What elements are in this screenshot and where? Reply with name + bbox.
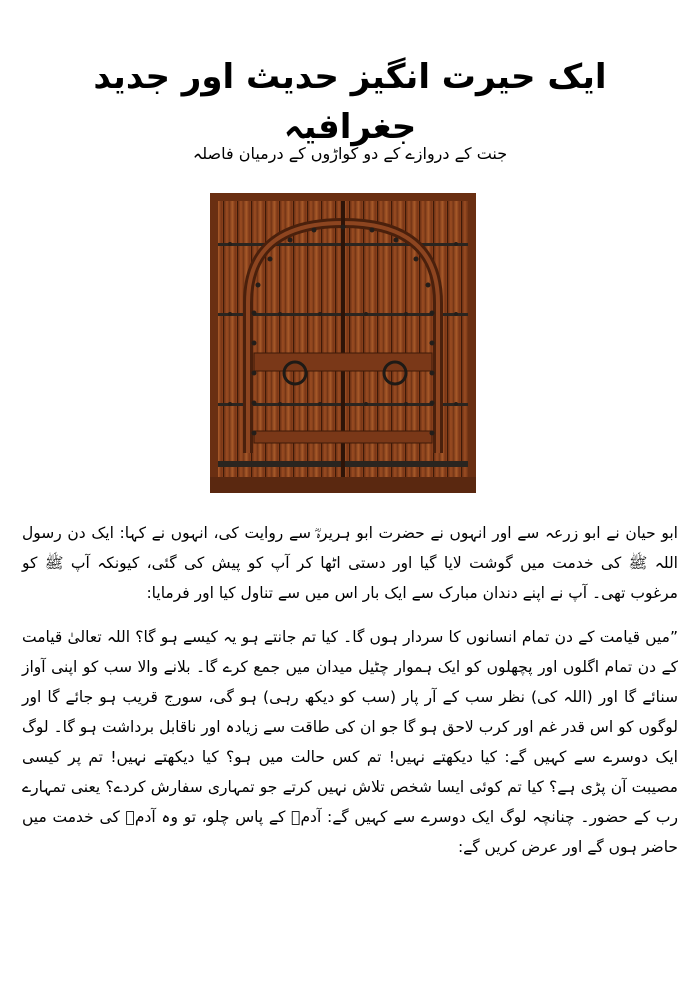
image-caption: جنت کے دروازے کے دو کواڑوں کے درمیان فاصلہ [192, 144, 508, 163]
paragraph-2: ”میں قیامت کے دن تمام انسانوں کا سردار ہوں گا۔ کیا تم جانتے ہو یہ کیسے ہو گا؟ اللہ تعالیٰ قیامت کے دن تمام اگلوں اور پچھلوں کو ایک ہموار چٹیل میدان میں جمع کرے گا۔ بلانے والا سب کو اپنی آواز سنائے گا اور (اللہ کی) نظر سب کے آر پار (سب کو دیکھ رہی) ہو گی، سورج قریب ہو جائے گا اور لوگوں کو اس قدر غم اور کرب لاحق ہو گا جو ان کی طاقت سے زیادہ اور ناقابل برداشت ہو گا۔ لوگ ایک دوسرے سے کہیں گے: کیا دیکھتے نہیں! تم کس حالت میں ہو؟ کیا دیکھتے نہیں! تم پر کیسی مصیبت آن پڑی ہے؟ کیا تم کوئی ایسا شخص تلاش نہیں کرتے جو تمہاری سفارش کردے؟ یعنی تمہارے رب کے حضور۔ چنانچہ لوگ ایک دوسرے سے کہیں گے: آدمؑ کے پاس چلو، تو وہ آدمؑ کی خدمت میں حاضر ہوں گے اور عرض کریں گے: [22, 628, 678, 856]
paragraph-1: ابو حیان نے ابو زرعہ سے اور انہوں نے حضرت ابو ہریرہؓ سے روایت کی، انہوں نے کہا: ایک دن رسول اللہ ﷺ کی خدمت میں گوشت لایا گیا اور دستی اٹھا کر آپ کو پیش کی گئی، کیونکہ آپ ﷺ کو مرغوب تھی۔ آپ نے اپنے دندان مبارک سے ایک بار اس میں سے تناول کیا اور فرمایا: [22, 524, 678, 602]
door-illustration [210, 193, 476, 493]
article-body [22, 518, 678, 876]
page-title: ایک حیرت انگیز حدیث اور جدید جغرافیہ [93, 57, 607, 147]
door-image [210, 193, 476, 493]
